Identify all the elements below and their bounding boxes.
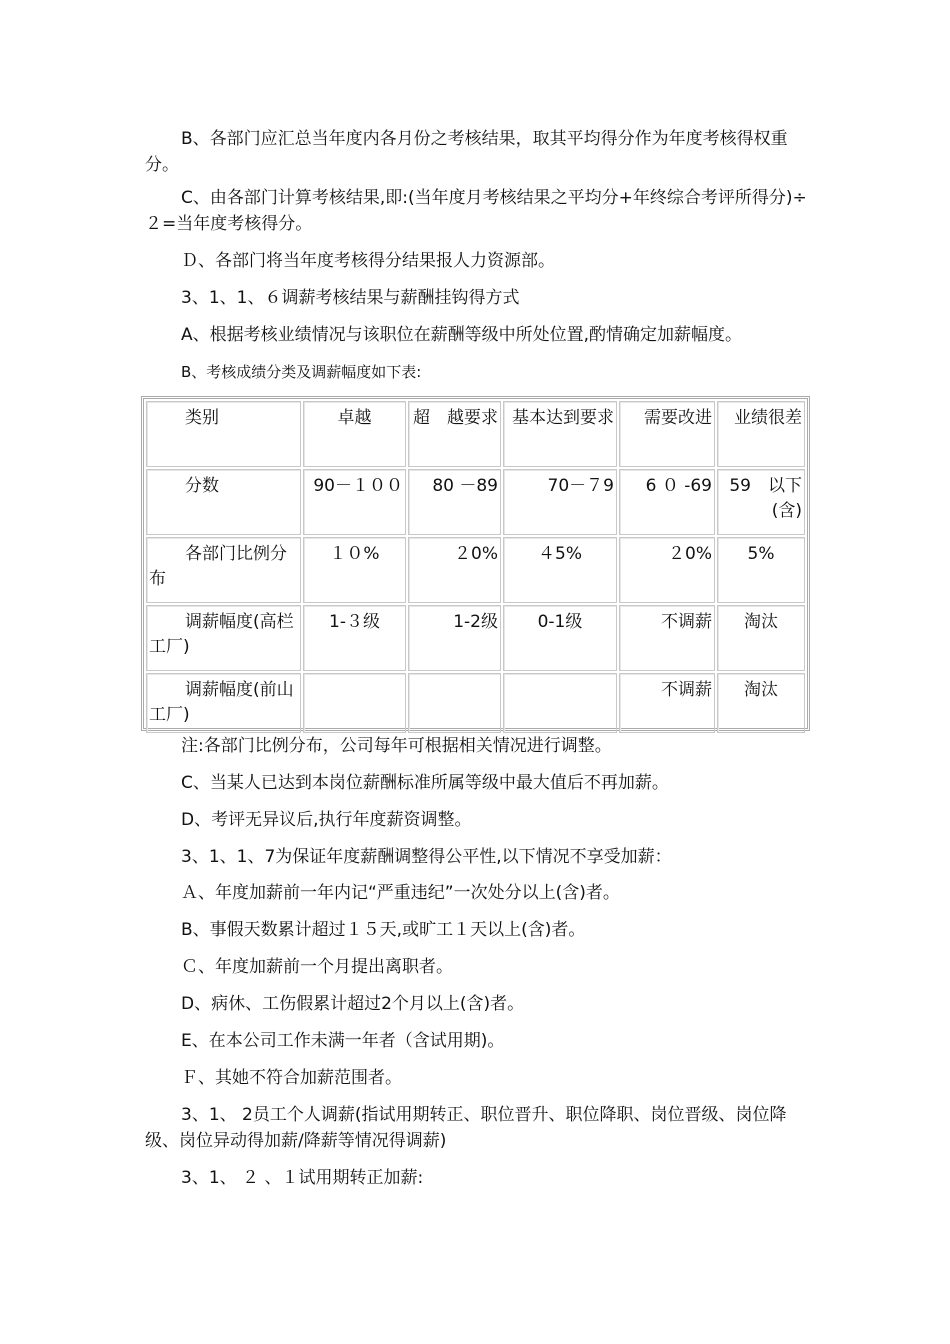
table-cell: [408, 673, 501, 733]
table-cell: 1-３级: [303, 605, 406, 671]
table-cell: 不调薪: [619, 605, 715, 671]
section-heading-3-1-1-7: 3、1、1、7为保证年度薪酬调整得公平性,以下情况不享受加薪：: [181, 847, 672, 867]
row-label-raise-gaolan: 调薪幅度(高栏工厂): [146, 605, 301, 671]
paragraph-d-report-hr: Ｄ、各部门将当年度考核得分结果报人力资源部。: [181, 251, 555, 271]
section-heading-3-1-2-1: 3、1、 ２ 、１试用期转正加薪:: [181, 1168, 424, 1188]
table-cell: ２0%: [619, 537, 715, 603]
table-cell: [303, 673, 406, 733]
table-row: [146, 469, 805, 535]
paragraph-b-annual-average: B、各部门应汇总当年度内各月份之考核结果，取其平均得分作为年度考核得权重分。: [145, 129, 788, 175]
table-cell: 59 以下(含): [717, 469, 805, 535]
table-cell: 不调薪: [619, 673, 715, 733]
table-cell: ２0%: [408, 537, 501, 603]
exclusion-a: Ａ、年度加薪前一年内记“严重违纪”一次处分以上(含)者。: [181, 883, 620, 903]
header-poor: 业绩很差: [717, 401, 805, 467]
exclusion-d: D、病休、工伤假累计超过2个月以上(含)者。: [181, 994, 525, 1014]
row-label-raise-qianshan: 调薪幅度(前山工厂): [146, 673, 301, 733]
header-excellent: 卓越: [303, 401, 406, 467]
row-label-score: 分数: [146, 469, 301, 535]
header-needs-improvement: 需要改进: [619, 401, 715, 467]
exclusion-e: E、在本公司工作未满一年者（含试用期)。: [181, 1031, 505, 1051]
table-cell: 淘汰: [717, 673, 805, 733]
paragraph-b-table-intro: B、考核成绩分类及调薪幅度如下表:: [181, 363, 422, 381]
table-cell: 1-2级: [408, 605, 501, 671]
table-row: [146, 673, 805, 733]
table-row: [146, 605, 805, 671]
header-meets: 基本达到要求: [503, 401, 617, 467]
table-note: 注:各部门比例分布，公司每年可根据相关情况进行调整。: [181, 736, 612, 756]
table-cell: 90－１００: [303, 469, 406, 535]
table-row: [146, 537, 805, 603]
paragraph-c-max-grade: C、当某人已达到本岗位薪酬标准所属等级中最大值后不再加薪。: [181, 773, 669, 793]
table-cell: 80 －89: [408, 469, 501, 535]
section-heading-3-1-2: 3、1、 2员工个人调薪(指试用期转正、职位晋升、职位降职、岗位晋级、岗位降级、岗位异动得加薪/降薪等情况得调薪): [145, 1105, 787, 1151]
paragraph-d-execute-adjustment: D、考评无异议后,执行年度薪资调整。: [181, 810, 472, 830]
section-heading-3-1-1-6: 3、1、1、６调薪考核结果与薪酬挂钩得方式: [181, 288, 520, 308]
exclusion-b: B、事假天数累计超过１５天,或旷工１天以上(含)者。: [181, 920, 586, 940]
header-category: 类别: [146, 401, 301, 467]
table-cell: 5%: [717, 537, 805, 603]
raise-grade-table: [141, 396, 810, 731]
paragraph-a-raise-range: A、根据考核业绩情况与该职位在薪酬等级中所处位置,酌情确定加薪幅度。: [181, 325, 743, 345]
exclusion-f: Ｆ、其她不符合加薪范围者。: [181, 1068, 402, 1088]
header-exceeds: 超 越要求: [408, 401, 501, 467]
table-cell: 0-1级: [503, 605, 617, 671]
table-cell: １０%: [303, 537, 406, 603]
exclusion-c: Ｃ、年度加薪前一个月提出离职者。: [181, 957, 453, 977]
table-cell: 6 ０ -69: [619, 469, 715, 535]
table-cell: ４5%: [503, 537, 617, 603]
paragraph-c-score-formula: C、由各部门计算考核结果,即:(当年度月考核结果之平均分+年终综合考评所得分)÷２=当年度考核得分。: [145, 188, 807, 234]
table-cell: 淘汰: [717, 605, 805, 671]
table-cell: 70－７9: [503, 469, 617, 535]
table-cell: [503, 673, 617, 733]
table-header-row: [146, 401, 805, 467]
row-label-distribution: 各部门比例分布: [146, 537, 301, 603]
